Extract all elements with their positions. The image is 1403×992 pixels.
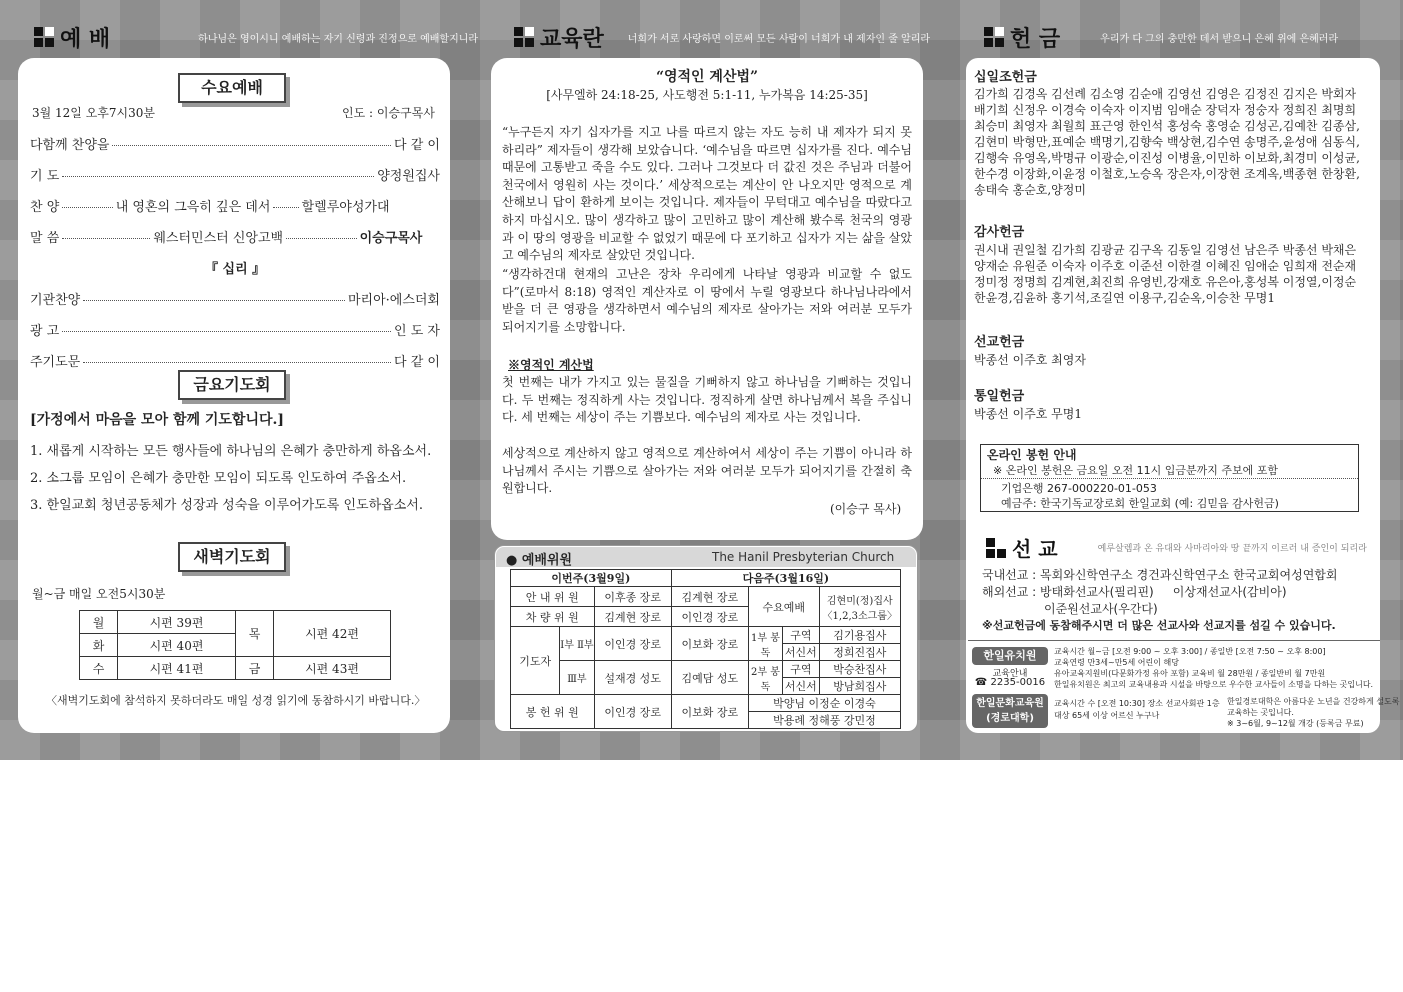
kinder-phone: ☎ 2235-0016 bbox=[974, 677, 1046, 688]
tithe-heading: 십일조헌금 bbox=[974, 70, 1037, 85]
committee-title: ● 예배위원 bbox=[506, 553, 573, 568]
section-title: 헌 금 bbox=[1010, 26, 1061, 52]
order-row: 찬 양 내 영혼의 그윽히 깊은 데서 할렐루야성가대 bbox=[30, 200, 390, 215]
section-subtitle: 하나님은 영이시니 예배하는 자기 신령과 진정으로 예배할지니라 bbox=[198, 33, 479, 45]
catechism-label: 『 십리 』 bbox=[205, 262, 266, 277]
mission-names: 박종선 이주호 최영자 bbox=[974, 353, 1086, 367]
fri-item: 1. 새롭게 시작하는 모든 행사들에 하나님의 은혜가 충만하게 하옵소서. bbox=[30, 444, 432, 459]
mission-heading: 선교헌금 bbox=[974, 335, 1025, 350]
missions-abroad: 해외선교 : 방태화선교사(필리핀) 이상재선교사(감비아) bbox=[982, 585, 1287, 599]
article-para: “누구든지 자기 십자가를 지고 나를 따르지 않는 자도 능히 내 제자가 되지 못하리라” 제자들이 생각해 보았습니다. ‘예수님을 따르면 십자가를 진다. 예수님 때문에 고통받고 죽을 수도 있다. 그러나 그것보다 더 값진 것은 주님과 더불어 천국에서 영원히 사는 것이다.’ 세상적으로는 계산이 안 나오지만 영적으로 계산해보니 답이 환하게 보이는 것입니다. 제자들이 무턱대고 예수님을 따랐다고 하지 마십시오. 많이 생각하고 많이 고민하고 많이 계산해 봤수록 천국의 영광과 이 땅의 영광을 비교할 수 없었기 때문에 다 포기하고 십자가 지는 삶을 살았고 예수님의 제자로 살았던 것입니다. bbox=[502, 125, 912, 263]
worship-header bbox=[34, 22, 478, 52]
section-subtitle: 너희가 서로 사랑하면 이로써 모든 사람이 너희가 내 제자인 줄 알리라 bbox=[627, 33, 931, 45]
offering-header bbox=[984, 22, 1338, 52]
calc-heading: ※영적인 계산법 bbox=[508, 358, 594, 372]
article-ref: [사무엘하 24:18-25, 사도행전 5:1-11, 누가복음 14:25-35] bbox=[546, 88, 868, 102]
missions-abroad: 이준원선교사(우간다) bbox=[1044, 602, 1158, 616]
order-row: 광 고 인 도 자 bbox=[30, 324, 440, 339]
missions-domestic: 국내선교 : 목회와신학연구소 경건과신학연구소 한국교회여성연합회 bbox=[982, 568, 1338, 582]
tithe-names: 김가희 김경옥 김선례 김소영 김순애 김영선 김영은 김정진 김지은 박회자 배기희 신정우 이경숙 이숙자 이지범 임애순 장덕자 정숭자 정희진 최명희 최승미 최영자 최월희 표근영 한인석 홍성숙 홍영순 김성곤,김예찬 김종삼,김현미 박형만,표예순 백명기,김향숙 백상현,김수연 송명주,윤성애 심동식,김행숙 유영옥,박명규 이광순,이진성 이병율,이민하 이보화,최경미 이성균,한수경 이장화,이윤정 이철호,노승옥 장은자,이장현 조계옥,백종현 한창환,송태숙 홍순호,양정미 bbox=[974, 87, 1360, 197]
article-title: “영적인 계산법” bbox=[655, 69, 759, 85]
committee-table: 이번주(3월9일) 다음주(3월16일) 안 내 위 원 이후종 장로 김계현 장로 수요예배 김현미(정)집사 〈1,2,3소그룹〉 차 량 위 원 김계현 장로 이인경 장로 기도자 Ⅰ부 Ⅱ부 이인경 장로 이보화 장로 1부 봉독 구역 김기용집사 서신서 정희진집사 Ⅲ부 설재경 성도 김예담 성도 2부 봉독 구역 박승찬집사 서신서 방남희집사 봉 헌 위 원 이인경 장로 이보화 장로 박양님 이정순 이경숙 박용례 정해풍 강민정 bbox=[510, 569, 901, 729]
order-row: 말 씀 웨스터민스터 신앙고백 이승구목사 bbox=[30, 231, 423, 246]
edu-header bbox=[514, 22, 930, 52]
order-row: 주기도문 다 같 이 bbox=[30, 355, 440, 370]
missions-note: ※선교헌금에 동참해주시면 더 많은 선교사와 선교지를 섬길 수 있습니다. bbox=[982, 619, 1336, 632]
online-line: 예금주: 한국기독교장로회 한일교회 (예: 김믿음 감사헌금) bbox=[1001, 497, 1279, 510]
fri-heading: [가정에서 마음을 모아 함께 기도합니다.] bbox=[30, 412, 285, 428]
online-line: 기업은행 267-000220-01-053 bbox=[1001, 482, 1157, 495]
order-row: 다함께 찬양을 다 같 이 bbox=[30, 138, 440, 153]
dawn-time: 월~금 매일 오전5시30분 bbox=[32, 587, 166, 601]
section-bullet-icon bbox=[984, 27, 1004, 47]
section-bullet-icon bbox=[34, 27, 54, 47]
order-row: 기 도 양정원집사 bbox=[30, 169, 440, 184]
section-bullet-icon bbox=[986, 538, 1006, 558]
article-author: (이승구 목사) bbox=[830, 502, 902, 516]
section-title: 선 교 bbox=[1012, 537, 1058, 561]
culture-info: 교육시간 수 [오전 10:30] 장소 선교사회관 1층 대상 65세 이상 어르신 누구나 bbox=[1054, 699, 1220, 720]
section-subtitle: 우리가 다 그의 충만한 데서 받으니 은혜 위에 은혜러라 bbox=[1100, 33, 1339, 45]
article-para: 세상적으로 계산하지 않고 영적으로 계산하여서 세상이 주는 기쁨이 아니라 하나님께서 주시는 기쁨으로 살아가는 저와 여러분 모두가 되어지기를 간절히 축원합니다. bbox=[502, 446, 912, 496]
fri-item: 2. 소그룹 모임이 은혜가 충만한 모임이 되도록 인도하여 주옵소서. bbox=[30, 471, 407, 486]
wed-date: 3월 12일 오후7시30분 bbox=[32, 106, 155, 120]
wed-leader: 인도 : 이승구목사 bbox=[342, 106, 435, 120]
section-bullet-icon bbox=[514, 27, 534, 47]
section-title: 예 배 bbox=[60, 26, 111, 52]
culture-badge: 한일문화교육원 (경로대학) bbox=[972, 694, 1048, 728]
section-subtitle: 예루살렘과 온 유대와 사마리아와 땅 끝까지 이르러 내 증인이 되리라 bbox=[1097, 544, 1367, 554]
fri-item: 3. 한일교회 청년공동체가 성장과 성숙을 이루어가도록 인도하옵소서. bbox=[30, 498, 423, 513]
section-title: 교육란 bbox=[540, 26, 604, 52]
unify-heading: 통일헌금 bbox=[974, 389, 1025, 404]
online-box bbox=[980, 444, 1359, 512]
wed-title: 수요예배 bbox=[178, 73, 286, 103]
dawn-table: 월 시편 39편 목 시편 42편 화 시편 40편 수 시편 41편 금 시편 43편 bbox=[79, 610, 391, 680]
online-line: ※ 온라인 봉헌은 금요일 오전 11시 입금분까지 주보에 포함 bbox=[993, 464, 1278, 477]
online-heading: 온라인 봉헌 안내 bbox=[987, 448, 1077, 462]
kinder-info: 교육시간 월~금 [오전 9:00 ~ 오후 3:00] / 종일반 [오전 7:50 ~ 오후 8:00] 교육연령 만3세~만5세 어린이 해당 유아교육지원비(다문화가정 유아 포함) 교육비 월 28만원 / 종일반비 월 7만원 한일유치원은 최고의 교육내용과 시설을 바탕으로 우수한 교사들이 소명을 다하는 곳입니다. bbox=[1054, 647, 1374, 689]
dawn-title: 새벽기도회 bbox=[178, 542, 286, 572]
thanks-heading: 감사헌금 bbox=[974, 225, 1025, 240]
culture-desc: 한일경로대학은 아름다운 노년을 건강하게 설도록 교육하는 곳입니다. ※ 3~6월, 9~12월 개강 (등록금 무료) bbox=[1227, 697, 1400, 728]
article-para: “생각하건대 현재의 고난은 장차 우리에게 나타날 영광과 비교할 수 없도다”(로마서 8:18) 영적인 계산자로 이 땅에서 누릴 영광보다 하나님나라에서 받을 더 큰 영광을 생각하면서 예수님의 제자로 살아가는 저와 여러분 모두가 되어지기를 소망합니다. bbox=[502, 267, 912, 334]
unify-names: 박종선 이주호 무명1 bbox=[974, 407, 1083, 421]
order-row: 기관찬양 마리아·에스더회 bbox=[30, 293, 440, 308]
fri-title: 금요기도회 bbox=[178, 370, 286, 400]
kinder-label: 교육안내 bbox=[992, 669, 1028, 679]
calc-body: 첫 번째는 내가 가지고 있는 물질을 기뻐하지 않고 하나님을 기뻐하는 것입니다. 두 번째는 정직하게 사는 것입니다. 정직하게 살면 하나님께서 복을 주십니다. 세 번째는 세상이 주는 기쁨보다. 예수님의 제자로 사는 것입니다. bbox=[502, 375, 912, 425]
dawn-note: 〈새벽기도회에 참석하지 못하더라도 매일 성경 읽기에 동참하시기 바랍니다.〉 bbox=[46, 694, 426, 707]
thanks-names: 권시내 권일철 김가희 김광균 김구옥 김동일 김영선 남은주 박종선 박채은 양재순 유원준 이숙자 이주호 이준선 이한결 이혜진 임애순 임희재 전순재 정미정 정명희 김계현,최진희 유영빈,강재호 유은아,홍성복 이정열,이정순 한윤경,김윤하 홍기석,조길연 이용구,김순옥,이승찬 무명1 bbox=[974, 243, 1357, 305]
church-name: The Hanil Presbyterian Church bbox=[712, 550, 895, 564]
missions-header bbox=[986, 533, 1367, 562]
kinder-badge: 한일유치원 bbox=[972, 647, 1048, 665]
